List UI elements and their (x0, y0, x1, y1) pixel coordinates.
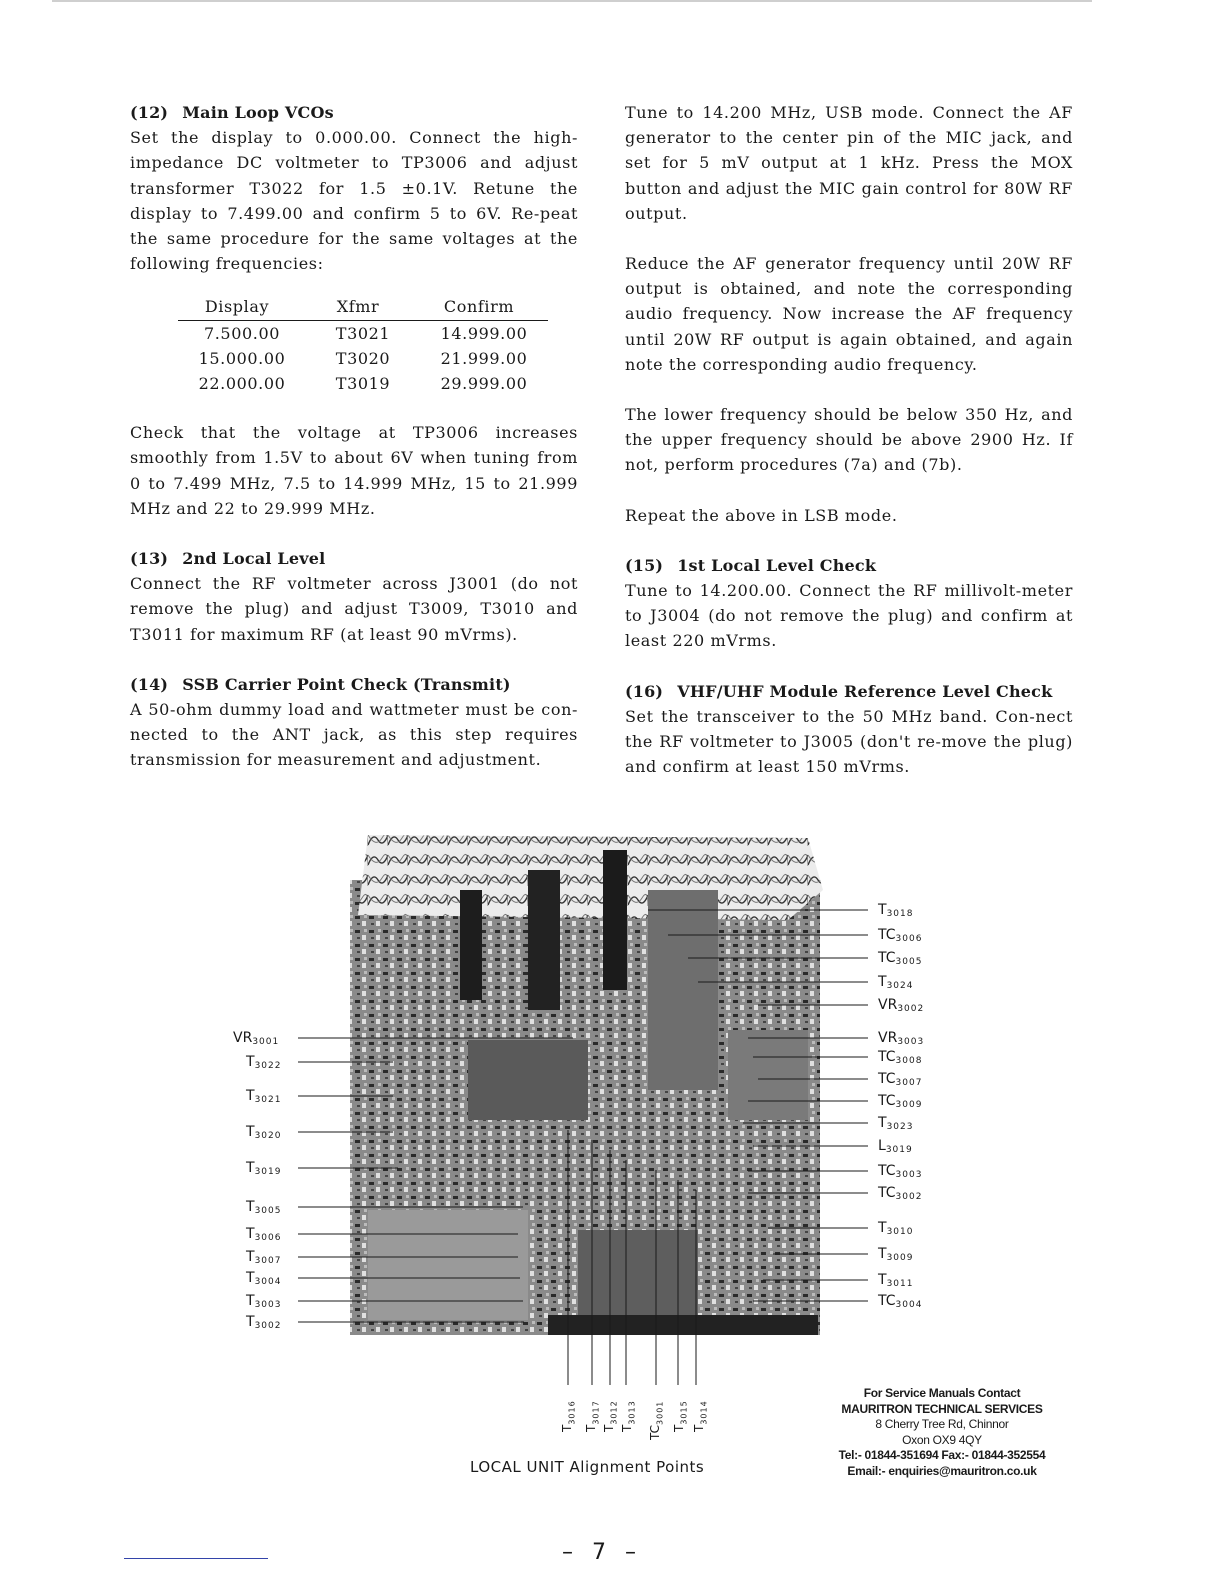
label-prefix: T (584, 1424, 598, 1432)
right-paragraph-2: Reduce the AF generator frequency until 20W RF output is obtained, and note the corresponding audio frequency. Now increase the AF frequency until 20W RF output is again obtained, and again note the corresponding audio frequency. (625, 254, 1073, 374)
label-prefix: T (246, 1293, 255, 1309)
label-tc3007 (878, 1071, 922, 1088)
wire-harness (358, 835, 823, 920)
label-subscript: 3020 (254, 1131, 282, 1141)
label-subscript: 3002 (895, 1192, 923, 1202)
table-cell: 22.000.00 (198, 374, 286, 394)
label-t3018 (878, 902, 913, 919)
label-subscript: 3017 (591, 1400, 601, 1425)
label-subscript: 3021 (254, 1095, 282, 1105)
label-tc3004 (878, 1293, 922, 1310)
label-prefix: TC (878, 950, 896, 966)
label-t3016 (560, 1400, 576, 1432)
section-number: (16) (625, 681, 664, 701)
page-number: – 7 – (562, 1540, 642, 1565)
column-header: Xfmr (306, 294, 420, 320)
label-t3024 (878, 974, 913, 991)
label-subscript: 3002 (254, 1321, 282, 1331)
section-title: SSB Carrier Point Check (Transmit) (182, 674, 511, 694)
label-subscript: 3004 (895, 1300, 923, 1310)
label-prefix: TC (878, 1185, 896, 1201)
label-prefix: TC (648, 1424, 662, 1440)
label-prefix: T (602, 1424, 616, 1432)
label-t3014 (692, 1400, 708, 1432)
section-number: (12) (130, 103, 169, 122)
label-subscript: 3006 (254, 1233, 282, 1243)
label-prefix: T (246, 1249, 255, 1265)
label-prefix: VR (233, 1030, 253, 1046)
label-subscript: 3001 (655, 1400, 665, 1425)
label-subscript: 3005 (254, 1206, 282, 1216)
label-prefix: T (878, 1220, 887, 1236)
table-cell: 7.500.00 (203, 323, 281, 343)
section-15-body: Tune to 14.200.00. Connect the RF millivolt-meter to J3004 (do not remove the plug) and confirm at least 220 mVrms. (625, 581, 1073, 651)
label-t3017 (584, 1400, 600, 1432)
right-paragraph-4: Repeat the above in LSB mode. (625, 505, 898, 525)
label-subscript: 3010 (886, 1227, 914, 1237)
shield-can (648, 890, 718, 1090)
label-prefix: T (246, 1314, 255, 1330)
label-t3005 (246, 1199, 281, 1216)
label-t3013 (620, 1400, 636, 1432)
label-tc3009 (878, 1093, 922, 1110)
table-row (178, 371, 548, 396)
label-prefix: T (878, 902, 887, 918)
local-unit-diagram (228, 830, 948, 1390)
label-subscript: 3003 (254, 1300, 282, 1310)
label-subscript: 3019 (885, 1145, 913, 1155)
ic-chip (603, 850, 627, 990)
label-subscript: 3009 (886, 1253, 914, 1263)
section-number: (14) (130, 674, 169, 694)
contact-block (832, 1386, 1052, 1479)
label-prefix: TC (878, 1071, 896, 1087)
label-t3022 (246, 1054, 281, 1071)
shield-can (368, 1210, 528, 1320)
label-prefix: VR (878, 1030, 898, 1046)
table-row (178, 320, 548, 346)
section-title: 1st Local Level Check (677, 555, 877, 575)
label-subscript: 3005 (895, 957, 923, 967)
section-title: Main Loop VCOs (182, 103, 334, 122)
label-prefix: T (878, 1115, 887, 1131)
contact-line: MAURITRON TECHNICAL SERVICES (841, 1401, 1043, 1416)
ic-chip (460, 890, 482, 1000)
label-subscript: 3006 (895, 934, 923, 944)
label-subscript: 3024 (886, 981, 914, 991)
label-subscript: 3012 (609, 1400, 619, 1425)
section-title: VHF/UHF Module Reference Level Check (677, 681, 1053, 701)
label-t3010 (878, 1220, 913, 1237)
label-subscript: 3014 (699, 1400, 709, 1425)
label-subscript: 3007 (895, 1078, 923, 1088)
board-edge (548, 1315, 818, 1335)
left-column (130, 100, 578, 798)
shield-can (468, 1040, 588, 1120)
section-13-body: Connect the RF voltmeter across J3001 (do not remove the plug) and adjust T3009, T3010 and T3011 for maximum RF (at least 90 mVrms). (130, 574, 578, 644)
label-prefix: T (620, 1424, 634, 1432)
section-13-heading (130, 546, 578, 571)
label-t3015 (672, 1400, 688, 1432)
label-prefix: T (672, 1424, 686, 1432)
table-header-row (178, 294, 548, 320)
label-prefix: T (878, 1246, 887, 1262)
label-prefix: T (878, 974, 887, 990)
label-tc3003 (878, 1163, 922, 1180)
right-paragraph-3: The lower frequency should be below 350 Hz, and the upper frequency should be above 2900 Hz. If not, perform procedures (7a) and (7b). (625, 405, 1073, 475)
section-12-paragraph-1: Set the display to 0.000.00. Connect the high-impedance DC voltmeter to TP3006 and adjust transformer T3022 for 1.5 ±0.1V. Retune the display to 7.499.00 and confirm 5 to 6V. Re-peat the same procedure for the same voltages at the following frequencies: (130, 128, 578, 274)
label-t3006 (246, 1226, 281, 1243)
label-subscript: 3019 (254, 1167, 282, 1177)
board-photo (228, 830, 948, 1390)
label-prefix: T (246, 1226, 255, 1242)
label-t3019 (246, 1160, 281, 1177)
label-t3004 (246, 1270, 281, 1287)
label-prefix: T (246, 1160, 255, 1176)
label-t3003 (246, 1293, 281, 1310)
label-subscript: 3009 (895, 1100, 923, 1110)
label-subscript: 3004 (254, 1277, 282, 1287)
section-16-body: Set the transceiver to the 50 MHz band. Con-nect the RF voltmeter to J3005 (don't re-move the plug) and confirm at least 150 mVrms. (625, 706, 1073, 777)
label-subscript: 3022 (254, 1061, 282, 1071)
column-header: Confirm (420, 294, 548, 320)
label-t3012 (602, 1400, 618, 1432)
frequency-table (178, 294, 548, 396)
label-t3021 (246, 1088, 281, 1105)
label-prefix: T (246, 1199, 255, 1215)
right-paragraph-1: Tune to 14.200 MHz, USB mode. Connect the AF generator to the center pin of the MIC jack, and set for 5 mV output at 1 kHz. Press the MOX button and adjust the MIC gain control for 80W RF output. (625, 103, 1073, 223)
section-number: (13) (130, 549, 169, 569)
section-14-body: A 50-ohm dummy load and wattmeter must be con-nected to the ANT jack, as this step requires transmission for measurement and adjustment. (130, 700, 578, 770)
label-tc3001 (648, 1401, 664, 1440)
contact-line: Tel:- 01844-351694 Fax:- 01844-352554 (838, 1448, 1046, 1462)
top-rule (52, 0, 1092, 2)
section-number: (15) (625, 555, 664, 575)
label-tc3005 (878, 950, 922, 967)
table-cell: 15.000.00 (198, 348, 286, 368)
contact-line: Oxon OX9 4QY (902, 1432, 982, 1447)
label-prefix: TC (878, 1093, 896, 1109)
label-subscript: 3007 (254, 1256, 282, 1266)
table-cell: T3020 (335, 348, 391, 368)
label-prefix: TC (878, 1049, 896, 1065)
label-tc3006 (878, 927, 922, 944)
label-prefix: T (246, 1054, 255, 1070)
section-12-paragraph-2: Check that the voltage at TP3006 increases smoothly from 1.5V to about 6V when tuning from 0 to 7.499 MHz, 7.5 to 14.999 MHz, 15 to 21.999 MHz and 22 to 29.999 MHz. (130, 423, 578, 518)
column-header: Display (178, 294, 306, 320)
section-15-heading (625, 553, 1073, 578)
table-cell: T3021 (335, 323, 391, 343)
label-t3007 (246, 1249, 281, 1266)
label-vr3002 (878, 997, 924, 1014)
label-prefix: T (878, 1272, 887, 1288)
label-subscript: 3003 (895, 1170, 923, 1180)
section-16-heading (625, 679, 1073, 704)
section-14-heading (130, 672, 578, 697)
label-t3023 (878, 1115, 913, 1132)
label-prefix: TC (878, 1293, 896, 1309)
label-subscript: 3023 (886, 1122, 914, 1132)
label-t3011 (878, 1272, 913, 1289)
label-prefix: VR (878, 997, 898, 1013)
label-tc3002 (878, 1185, 922, 1202)
label-subscript: 3016 (567, 1400, 577, 1425)
label-subscript: 3013 (627, 1400, 637, 1425)
table-row (178, 346, 548, 371)
label-prefix: T (246, 1124, 255, 1140)
label-subscript: 3008 (895, 1056, 923, 1066)
table-cell: 14.999.00 (440, 323, 528, 343)
contact-line: 8 Cherry Tree Rd, Chinnor (875, 1417, 1009, 1431)
label-l3019 (878, 1138, 913, 1155)
footer-rule (124, 1558, 268, 1559)
table-cell: 21.999.00 (440, 348, 528, 368)
contact-email: Email:- enquiries@mauritron.co.uk (847, 1463, 1037, 1478)
label-subscript: 3001 (252, 1037, 280, 1047)
label-tc3008 (878, 1049, 922, 1066)
label-vr3001 (233, 1030, 279, 1047)
label-prefix: TC (878, 927, 896, 943)
label-prefix: L (878, 1138, 886, 1154)
label-prefix: T (246, 1270, 255, 1286)
label-prefix: T (560, 1424, 574, 1432)
table-cell: T3019 (335, 374, 391, 394)
label-vr3003 (878, 1030, 924, 1047)
label-t3009 (878, 1246, 913, 1263)
label-subscript: 3003 (897, 1037, 925, 1047)
label-prefix: TC (878, 1163, 896, 1179)
figure-caption: LOCAL UNIT Alignment Points (470, 1458, 705, 1476)
section-12-heading (130, 100, 578, 125)
shield-can (728, 1030, 808, 1120)
label-subscript: 3015 (679, 1400, 689, 1425)
label-t3020 (246, 1124, 281, 1141)
label-subscript: 3002 (897, 1004, 925, 1014)
table-cell: 29.999.00 (440, 374, 528, 394)
label-subscript: 3011 (886, 1279, 914, 1289)
label-prefix: T (692, 1424, 706, 1432)
label-subscript: 3018 (886, 909, 914, 919)
label-prefix: T (246, 1088, 255, 1104)
label-t3002 (246, 1314, 281, 1331)
ic-chip (528, 870, 560, 1010)
contact-line: For Service Manuals Contact (863, 1386, 1021, 1400)
right-column (625, 100, 1073, 804)
section-title: 2nd Local Level (182, 549, 326, 569)
